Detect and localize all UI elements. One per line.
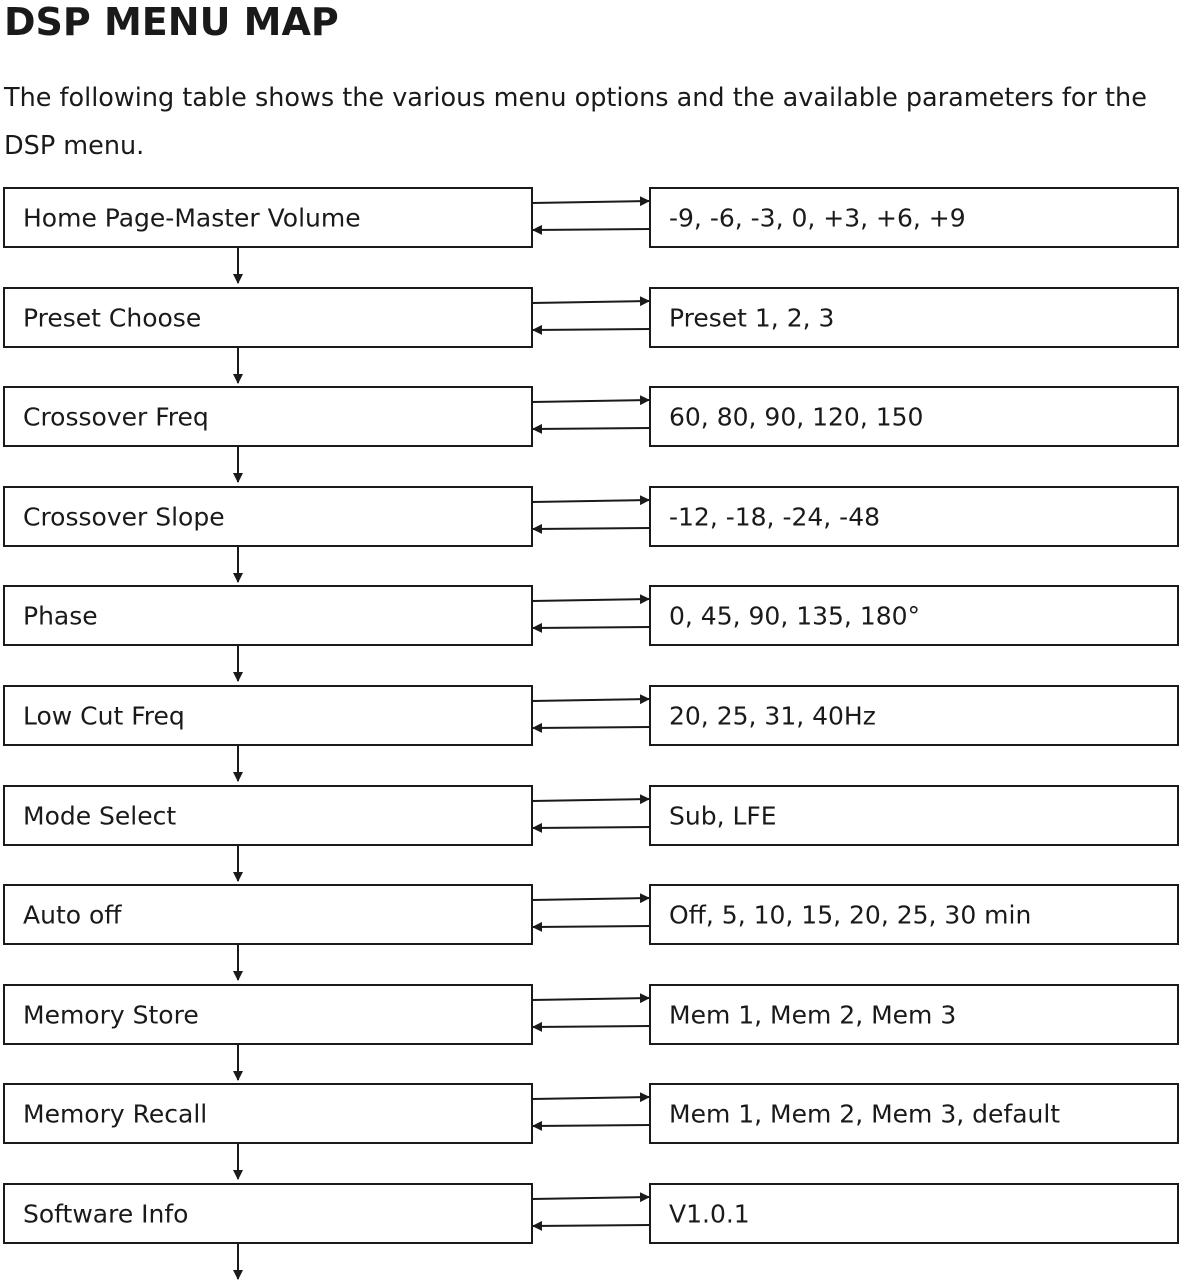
arrow-right-icon — [532, 400, 649, 402]
arrow-right-icon — [532, 799, 649, 801]
menu-item-label: Memory Recall — [23, 1099, 208, 1129]
menu-item-label: Home Page-Master Volume — [23, 203, 361, 233]
arrow-left-icon — [533, 329, 650, 330]
menu-item-label: Phase — [23, 601, 98, 631]
arrow-right-icon — [532, 998, 649, 1000]
menu-item-label: Auto off — [23, 900, 122, 930]
options-label: Off, 5, 10, 15, 20, 25, 30 min — [669, 900, 1032, 930]
options-label: V1.0.1 — [669, 1199, 750, 1229]
options-label: -12, -18, -24, -48 — [669, 502, 881, 532]
menu-item-label: Crossover Freq — [23, 402, 209, 432]
intro-text: The following table shows the various menu options and the available parameters for the DSP menu. — [4, 83, 1147, 161]
arrow-right-icon — [532, 599, 649, 601]
menu-item-label: Software Info — [23, 1199, 189, 1229]
menu-row — [4, 586, 1178, 681]
options-label: 60, 80, 90, 120, 150 — [669, 402, 924, 432]
options-label: -9, -6, -3, 0, +3, +6, +9 — [669, 203, 966, 233]
menu-item-label: Crossover Slope — [23, 502, 225, 532]
menu-row — [4, 786, 1178, 881]
menu-row — [4, 985, 1178, 1080]
menu-row — [4, 288, 1178, 383]
arrow-left-icon — [533, 428, 650, 429]
menu-row — [4, 387, 1178, 482]
menu-row — [4, 188, 1178, 283]
page-title: DSP MENU MAP — [4, 0, 339, 44]
options-label: Mem 1, Mem 2, Mem 3 — [669, 1000, 957, 1030]
menu-item-label: Low Cut Freq — [23, 701, 185, 731]
arrow-right-icon — [532, 699, 649, 701]
menu-row — [4, 885, 1178, 980]
menu-item-label: Memory Store — [23, 1000, 199, 1030]
arrow-left-icon — [533, 926, 650, 927]
arrow-right-icon — [532, 301, 649, 303]
arrow-right-icon — [532, 500, 649, 502]
menu-row — [4, 1084, 1178, 1179]
arrow-left-icon — [533, 727, 650, 728]
arrow-left-icon — [533, 1125, 650, 1126]
arrow-right-icon — [532, 1097, 649, 1099]
arrow-left-icon — [533, 627, 650, 628]
arrow-left-icon — [533, 1026, 650, 1027]
arrow-right-icon — [532, 898, 649, 900]
arrow-right-icon — [532, 201, 649, 203]
arrow-left-icon — [533, 528, 650, 529]
menu-item-label: Preset Choose — [23, 303, 202, 333]
menu-item-label: Mode Select — [23, 801, 177, 831]
options-label: Mem 1, Mem 2, Mem 3, default — [669, 1099, 1061, 1129]
arrow-left-icon — [533, 229, 650, 230]
options-label: Preset 1, 2, 3 — [669, 303, 835, 333]
arrow-left-icon — [533, 827, 650, 828]
menu-row — [4, 686, 1178, 781]
options-label: 0, 45, 90, 135, 180° — [669, 601, 921, 631]
arrow-right-icon — [532, 1197, 649, 1199]
options-label: 20, 25, 31, 40Hz — [669, 701, 876, 731]
menu-row — [4, 487, 1178, 582]
options-label: Sub, LFE — [669, 801, 777, 831]
menu-row — [4, 1184, 1178, 1279]
arrow-left-icon — [533, 1225, 650, 1226]
